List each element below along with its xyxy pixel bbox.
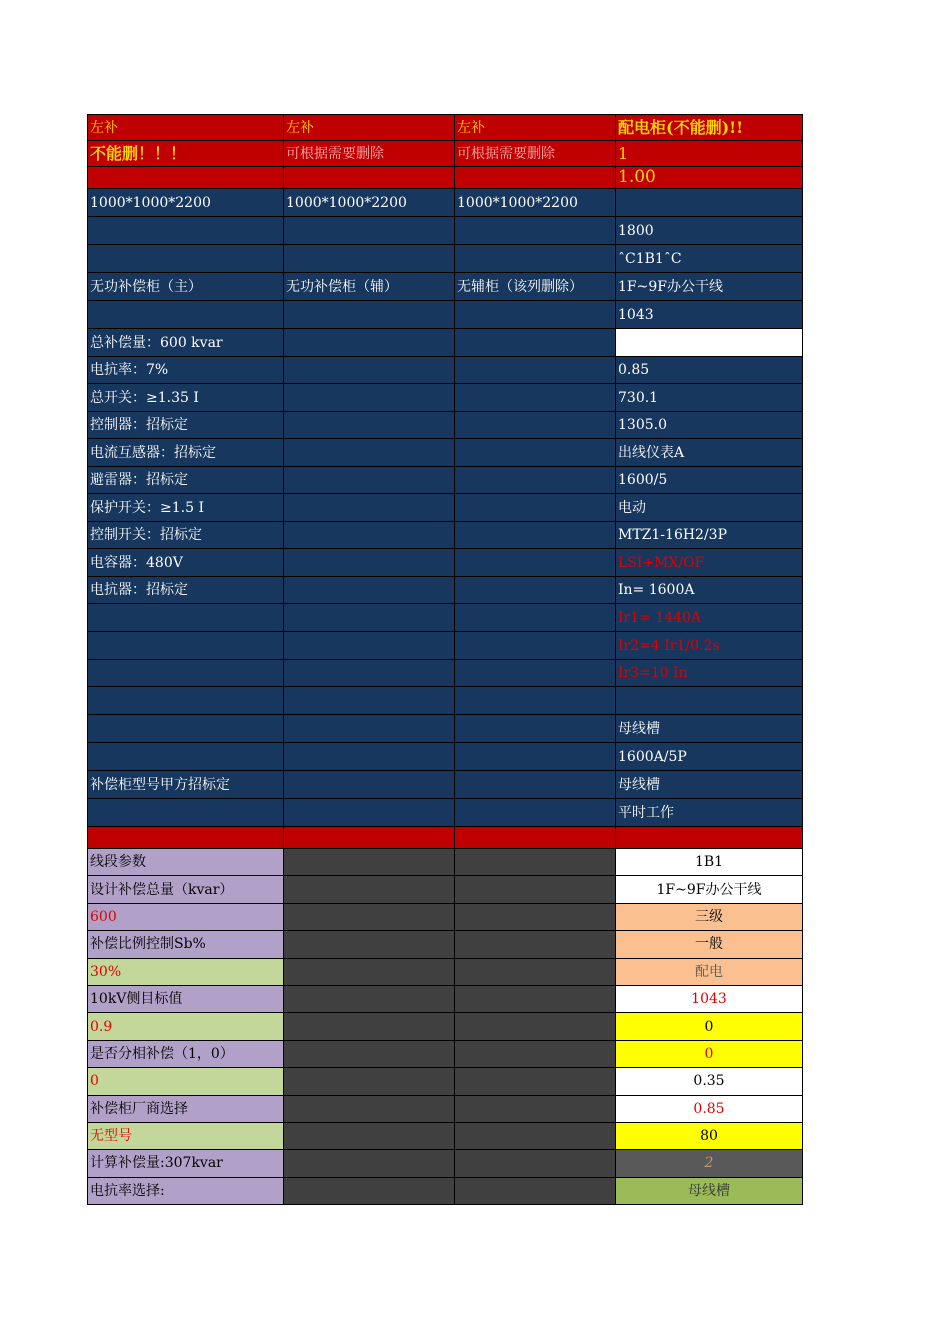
- cell-r3-c2[interactable]: [284, 167, 455, 189]
- cell[interactable]: ˆC1B1ˆC: [616, 245, 803, 273]
- cell[interactable]: 0.85: [616, 1095, 803, 1122]
- cell[interactable]: 控制开关：招标定: [88, 522, 284, 549]
- cell[interactable]: [455, 632, 616, 660]
- cell[interactable]: 1B1: [616, 849, 803, 876]
- cell[interactable]: 730.1: [616, 384, 803, 412]
- cell[interactable]: [455, 849, 616, 876]
- separator-cell: [88, 827, 284, 849]
- cell[interactable]: [284, 494, 455, 522]
- cell[interactable]: [455, 1040, 616, 1067]
- separator-cell: [455, 827, 616, 849]
- cell[interactable]: [88, 715, 284, 743]
- cell[interactable]: 1600A/5P: [616, 743, 803, 771]
- cell[interactable]: [88, 245, 284, 273]
- cell[interactable]: 电容器：480V: [88, 549, 284, 577]
- cell[interactable]: [284, 217, 455, 245]
- cell[interactable]: [284, 439, 455, 467]
- cell[interactable]: 1305.0: [616, 412, 803, 439]
- cell[interactable]: 电动: [616, 494, 803, 522]
- cell[interactable]: 1043: [616, 985, 803, 1012]
- separator-cell: [616, 827, 803, 849]
- cell[interactable]: [284, 1013, 455, 1040]
- cell[interactable]: 0: [616, 1040, 803, 1067]
- param-value[interactable]: 0: [88, 1068, 284, 1095]
- cell[interactable]: [88, 687, 284, 715]
- separator-cell: [284, 827, 455, 849]
- cell[interactable]: [88, 799, 284, 827]
- cell[interactable]: [455, 494, 616, 522]
- cell[interactable]: [284, 549, 455, 577]
- cell[interactable]: [455, 522, 616, 549]
- cell[interactable]: 平时工作: [616, 799, 803, 827]
- cell[interactable]: 1F~9F办公干线: [616, 876, 803, 903]
- cell[interactable]: 1F~9F办公干线: [616, 273, 803, 301]
- cell[interactable]: [284, 467, 455, 494]
- param-value[interactable]: 0.9: [88, 1013, 284, 1040]
- cell-r1-c4[interactable]: 配电柜(不能删)!!: [616, 115, 803, 141]
- cell[interactable]: Ir3=10 In: [616, 660, 803, 687]
- cell[interactable]: [284, 1177, 455, 1204]
- cell[interactable]: [455, 1122, 616, 1149]
- cell[interactable]: [284, 1040, 455, 1067]
- cell[interactable]: 母线槽: [616, 715, 803, 743]
- cell[interactable]: 2: [616, 1150, 803, 1177]
- cell-r2-c1[interactable]: 不能删！！！: [88, 141, 284, 167]
- cell[interactable]: [455, 217, 616, 245]
- cell-r1-c3[interactable]: 左补: [455, 115, 616, 141]
- cell-r4-c1[interactable]: 1000*1000*2200: [88, 189, 284, 217]
- cell[interactable]: [284, 329, 455, 357]
- cell[interactable]: 电抗器：招标定: [88, 577, 284, 604]
- cell[interactable]: [284, 384, 455, 412]
- cell[interactable]: [616, 687, 803, 715]
- cell[interactable]: 母线槽: [616, 1177, 803, 1204]
- cell[interactable]: [455, 329, 616, 357]
- cell[interactable]: [284, 771, 455, 799]
- cell[interactable]: [455, 903, 616, 930]
- param-value[interactable]: 无型号: [88, 1122, 284, 1149]
- cell[interactable]: [284, 660, 455, 687]
- param-value[interactable]: 600: [88, 903, 284, 930]
- cell[interactable]: [455, 301, 616, 329]
- cell[interactable]: 0.35: [616, 1068, 803, 1095]
- cell[interactable]: [284, 604, 455, 632]
- cell[interactable]: [284, 632, 455, 660]
- cell[interactable]: 母线槽: [616, 771, 803, 799]
- cell[interactable]: [88, 660, 284, 687]
- cell-r3-c1[interactable]: [88, 167, 284, 189]
- cell[interactable]: [284, 357, 455, 384]
- cell-r1-c2[interactable]: 左补: [284, 115, 455, 141]
- cell[interactable]: [284, 1095, 455, 1122]
- cell[interactable]: [88, 632, 284, 660]
- param-label[interactable]: 电抗率选择:: [88, 1177, 284, 1204]
- cell[interactable]: [455, 439, 616, 467]
- cell[interactable]: 保护开关：≥1.5 I: [88, 494, 284, 522]
- cell-r2-c2[interactable]: 可根据需要删除: [284, 141, 455, 167]
- cell[interactable]: 配电: [616, 958, 803, 985]
- param-label[interactable]: 补偿柜厂商选择: [88, 1095, 284, 1122]
- cell[interactable]: [88, 301, 284, 329]
- cell[interactable]: [284, 522, 455, 549]
- cell[interactable]: 三级: [616, 903, 803, 930]
- cell[interactable]: [284, 799, 455, 827]
- cell[interactable]: [284, 577, 455, 604]
- cell[interactable]: 补偿柜型号甲方招标定: [88, 771, 284, 799]
- cell[interactable]: [284, 958, 455, 985]
- param-label[interactable]: 补偿比例控制Sb%: [88, 931, 284, 958]
- cell[interactable]: [455, 384, 616, 412]
- cell-r1-c1[interactable]: 左补: [88, 115, 284, 141]
- cell[interactable]: [455, 577, 616, 604]
- cell[interactable]: [455, 604, 616, 632]
- cell[interactable]: 1043: [616, 301, 803, 329]
- cell[interactable]: [455, 958, 616, 985]
- cell[interactable]: [284, 687, 455, 715]
- cell[interactable]: 总开关：≥1.35 I: [88, 384, 284, 412]
- cell[interactable]: [455, 1150, 616, 1177]
- cell[interactable]: [284, 743, 455, 771]
- cell[interactable]: [88, 743, 284, 771]
- cell[interactable]: 电流互感器：招标定: [88, 439, 284, 467]
- cell[interactable]: [455, 931, 616, 958]
- cell[interactable]: [88, 604, 284, 632]
- cell[interactable]: [455, 687, 616, 715]
- cell[interactable]: 一般: [616, 931, 803, 958]
- cell[interactable]: [284, 876, 455, 903]
- cell[interactable]: [455, 985, 616, 1012]
- cell[interactable]: 无功补偿柜（主）: [88, 273, 284, 301]
- cell-r2-c4[interactable]: 1: [616, 141, 803, 167]
- spreadsheet-grid: [87, 114, 803, 1205]
- cell[interactable]: 1800: [616, 217, 803, 245]
- cell[interactable]: [455, 660, 616, 687]
- cell[interactable]: 控制器：招标定: [88, 412, 284, 439]
- cell[interactable]: [455, 1068, 616, 1095]
- cell-r2-c3[interactable]: 可根据需要删除: [455, 141, 616, 167]
- cell[interactable]: 无辅柜（该列删除）: [455, 273, 616, 301]
- cell[interactable]: 0.85: [616, 357, 803, 384]
- cell[interactable]: [284, 1150, 455, 1177]
- cell[interactable]: [455, 245, 616, 273]
- cell[interactable]: 出线仪表A: [616, 439, 803, 467]
- cell[interactable]: 电抗率：7%: [88, 357, 284, 384]
- cell[interactable]: [455, 876, 616, 903]
- cell[interactable]: 80: [616, 1122, 803, 1149]
- cell-r4-c4[interactable]: [616, 189, 803, 217]
- param-label[interactable]: 是否分相补偿（1，0）: [88, 1040, 284, 1067]
- cell[interactable]: [284, 1122, 455, 1149]
- cell[interactable]: [455, 715, 616, 743]
- cell[interactable]: 0: [616, 1013, 803, 1040]
- cell[interactable]: [284, 985, 455, 1012]
- cell[interactable]: [455, 1095, 616, 1122]
- cell[interactable]: [455, 1177, 616, 1204]
- cell-power-factor-input[interactable]: 0.7: [616, 329, 803, 357]
- cell[interactable]: [455, 549, 616, 577]
- cell[interactable]: [455, 1013, 616, 1040]
- cell[interactable]: 无功补偿柜（辅）: [284, 273, 455, 301]
- cell-r3-c3[interactable]: [455, 167, 616, 189]
- cell[interactable]: [455, 771, 616, 799]
- param-label[interactable]: 计算补偿量:307kvar: [88, 1150, 284, 1177]
- cell-r4-c2[interactable]: 1000*1000*2200: [284, 189, 455, 217]
- param-label[interactable]: 线段参数: [88, 849, 284, 876]
- cell[interactable]: [284, 245, 455, 273]
- cell[interactable]: [88, 217, 284, 245]
- cell[interactable]: [284, 301, 455, 329]
- cell[interactable]: [455, 743, 616, 771]
- cell-r3-c4[interactable]: 1.00: [616, 167, 803, 189]
- cell-r4-c3[interactable]: 1000*1000*2200: [455, 189, 616, 217]
- cell[interactable]: Ir1= 1440A: [616, 604, 803, 632]
- cell[interactable]: [284, 903, 455, 930]
- param-label[interactable]: 设计补偿总量（kvar）: [88, 876, 284, 903]
- cell[interactable]: [284, 849, 455, 876]
- cell[interactable]: [455, 467, 616, 494]
- param-value[interactable]: 30%: [88, 958, 284, 985]
- cell[interactable]: LSI+MX/OF: [616, 549, 803, 577]
- cell[interactable]: In= 1600A: [616, 577, 803, 604]
- cell[interactable]: [455, 412, 616, 439]
- cell[interactable]: Ir2=4 Ir1/0.2s: [616, 632, 803, 660]
- cell[interactable]: [455, 357, 616, 384]
- cell[interactable]: [284, 1068, 455, 1095]
- cell[interactable]: [455, 799, 616, 827]
- cell[interactable]: MTZ1-16H2/3P: [616, 522, 803, 549]
- cell[interactable]: 1600/5: [616, 467, 803, 494]
- cell[interactable]: [284, 412, 455, 439]
- cell[interactable]: [284, 715, 455, 743]
- param-label[interactable]: 10kV侧目标值: [88, 985, 284, 1012]
- cell[interactable]: 总补偿量：600 kvar: [88, 329, 284, 357]
- cell[interactable]: 避雷器：招标定: [88, 467, 284, 494]
- cell[interactable]: [284, 931, 455, 958]
